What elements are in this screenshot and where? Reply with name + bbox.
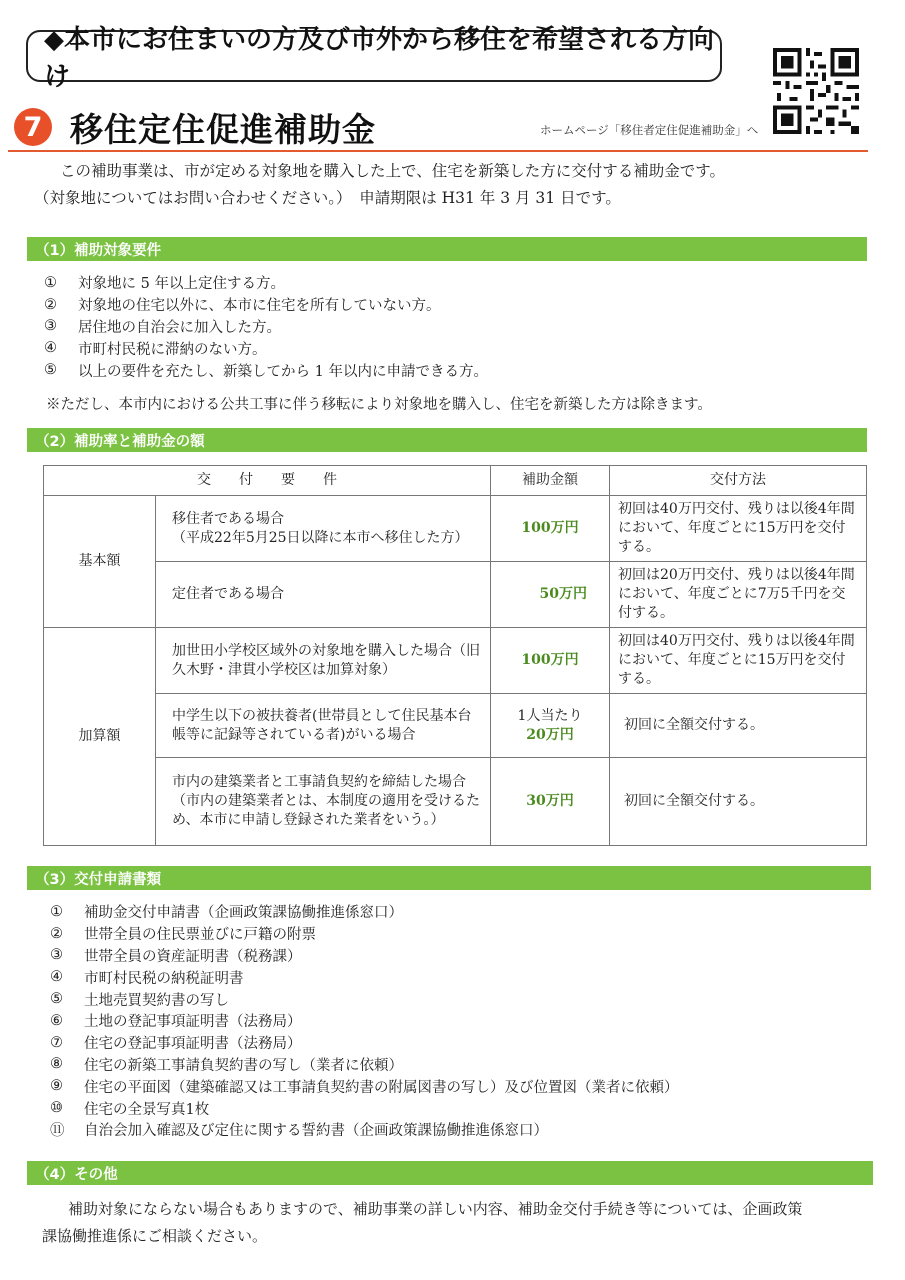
amount-cell: 50万円 [491, 562, 610, 628]
intro-text [34, 158, 864, 212]
list-item: ④ 市町村民税の納税証明書 [50, 969, 244, 987]
list-item: ⑦ 住宅の登記事項証明書（法務局） [50, 1034, 302, 1053]
header-method: 交付方法 [610, 466, 867, 496]
grant-table [43, 465, 867, 846]
table-row [44, 628, 867, 694]
target-banner [26, 25, 722, 92]
header-amount: 補助金額 [491, 466, 610, 496]
intro-line-1: この補助事業は、市が定める対象地を購入した上で、住宅を新築した方に交付する補助金です。 [60, 162, 725, 180]
list-item: ③ 世帯全員の資産証明書（税務課） [50, 947, 302, 965]
category-base: 基本額 [44, 496, 156, 628]
header-requirement: 交 付 要 件 [44, 466, 491, 496]
exclusion-note: ※ただし、本市内における公共工事に伴う移転により対象地を購入し、住宅を新築した方は除きます。 [46, 397, 712, 413]
table-row [44, 562, 867, 628]
category-additional: 加算額 [44, 628, 156, 846]
list-item: ⑤ 以上の要件を充たし、新築してから 1 年以内に申請できる方。 [44, 362, 488, 380]
requirement-cell: 市内の建築業者と工事請負契約を締結した場合（市内の建築業者とは、本制度の適用を受けるため、本市に申請し登録された業者をいう。） [156, 758, 491, 846]
table-row [44, 496, 867, 562]
list-item: ② 世帯全員の住民票並びに戸籍の附票 [50, 925, 316, 944]
list-item: ① 対象地に 5 年以上定住する方。 [44, 274, 285, 293]
requirements-list [44, 272, 488, 381]
banner-text: ◆本市にお住まいの方及び市外から移住を希望される方向け [44, 25, 714, 92]
requirement-cell: 加世田小学校区域外の対象地を購入した場合（旧久木野・津貫小学校区は加算対象） [156, 628, 491, 694]
list-item: ⑥ 土地の登記事項証明書（法務局） [50, 1012, 302, 1031]
section-1-header: （1）補助対象要件 [27, 237, 867, 261]
closing-line-1: 補助対象にならない場合もありますので、補助事業の詳しい内容、補助金交付手続き等については、企画政策 [68, 1200, 803, 1218]
table-row [44, 758, 867, 846]
closing-line-2: 課協働推進係にご相談ください。 [42, 1227, 268, 1245]
requirement-cell: 定住者である場合 [156, 562, 491, 628]
homepage-link[interactable]: ホームページ「移住者定住促進補助金」へ [540, 123, 759, 137]
section-number-badge: 7 [14, 108, 52, 146]
list-item: ④ 市町村民税に滞納のない方。 [44, 340, 267, 358]
list-item: ⑩ 住宅の全景写真1枚 [50, 1100, 210, 1118]
method-cell: 初回は40万円交付、残りは以後4年間において、年度ごとに15万円を交付する。 [610, 496, 867, 562]
amount-prefix: 1人当たり [517, 707, 583, 724]
method-cell: 初回は40万円交付、残りは以後4年間において、年度ごとに15万円を交付する。 [610, 628, 867, 694]
amount-value: 20万円 [526, 726, 574, 743]
method-cell: 初回に全額交付する。 [610, 758, 867, 846]
list-item: ① 補助金交付申請書（企画政策課協働推進係窓口） [50, 903, 403, 922]
section-3-header: （3）交付申請書類 [27, 866, 871, 890]
page-title: 移住定住促進補助金 [70, 110, 376, 149]
list-item: ⑤ 土地売買契約書の写し [50, 991, 229, 1009]
list-item: ③ 居住地の自治会に加入した方。 [44, 318, 281, 336]
amount-cell: 100万円 [491, 496, 610, 562]
method-cell: 初回に全額交付する。 [610, 694, 867, 758]
amount-cell [491, 694, 610, 758]
closing-text [42, 1196, 872, 1250]
intro-line-2: （対象地についてはお問い合わせください。） 申請期限は H31 年 3 月 31 日です。 [34, 189, 621, 207]
requirement-cell: 中学生以下の被扶養者(世帯員として住民基本台帳等に記録等されている者)がいる場合 [156, 694, 491, 758]
section-2-header: （2）補助率と補助金の額 [27, 428, 867, 452]
amount-cell: 100万円 [491, 628, 610, 694]
list-item: ⑧ 住宅の新築工事請負契約書の写し（業者に依頼） [50, 1056, 403, 1074]
method-cell: 初回は20万円交付、残りは以後4年間において、年度ごとに7万5千円を交付する。 [610, 562, 867, 628]
list-item: ⑪ 自治会加入確認及び定住に関する誓約書（企画政策課協働推進係窓口） [50, 1123, 548, 1140]
requirement-cell: 移住者である場合 （平成22年5月25日以降に本市へ移住した方） [156, 496, 491, 562]
list-item: ⑨ 住宅の平面図（建築確認又は工事請負契約書の附属図書の写し）及び位置図（業者に依頼） [50, 1078, 679, 1096]
section-4-header: （4）その他 [27, 1161, 873, 1185]
table-row [44, 694, 867, 758]
section-title-row [8, 100, 868, 152]
table-header-row [44, 466, 867, 496]
documents-list [50, 901, 679, 1141]
amount-cell: 30万円 [491, 758, 610, 846]
list-item: ② 対象地の住宅以外に、本市に住宅を所有していない方。 [44, 296, 441, 315]
